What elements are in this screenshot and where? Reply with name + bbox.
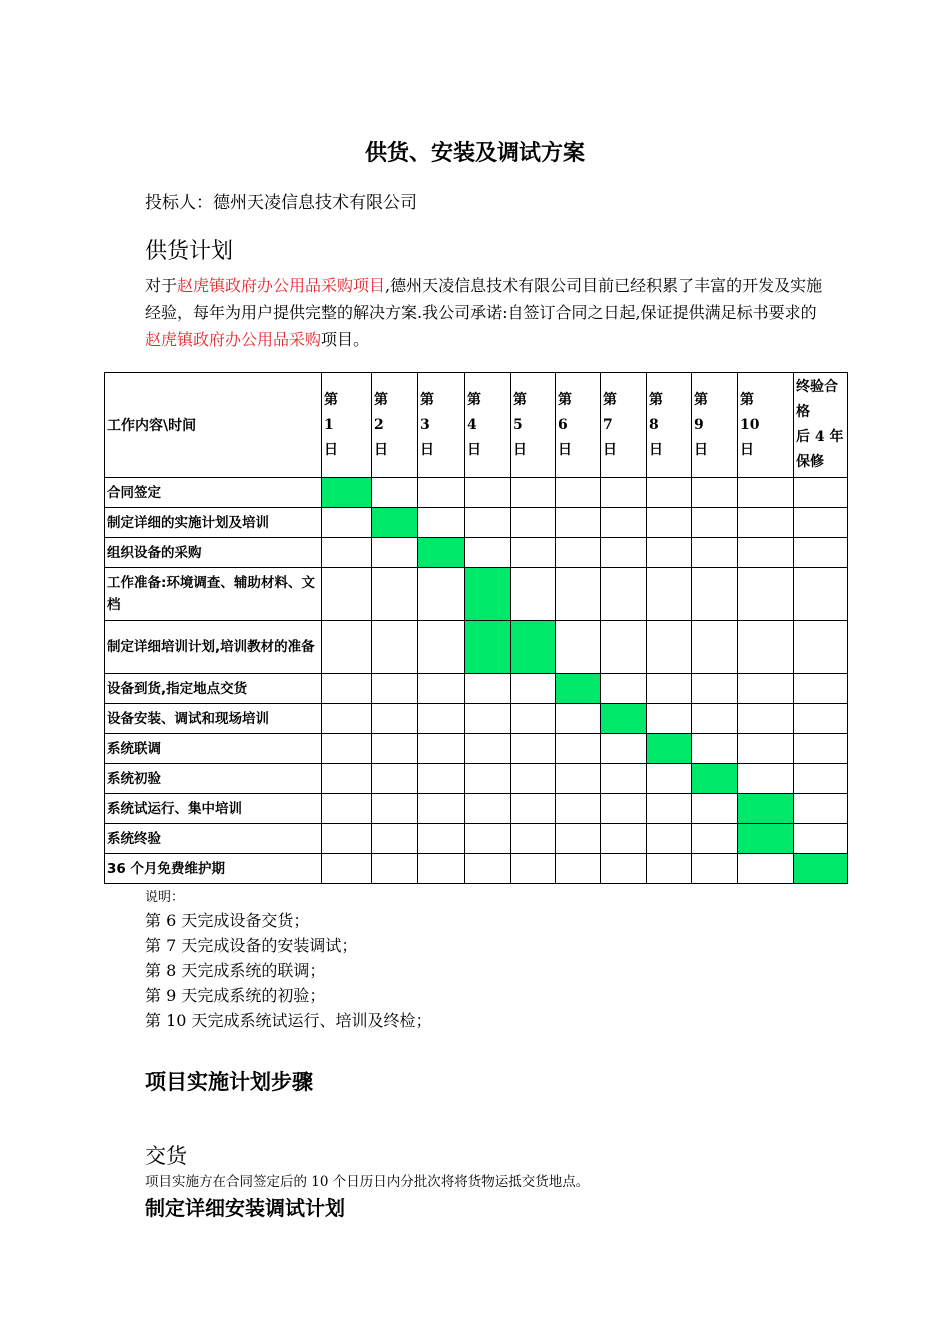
- schedule-cell: [322, 568, 372, 621]
- schedule-cell: [794, 568, 848, 621]
- header-day-3: [418, 373, 465, 478]
- schedule-cell: [465, 508, 511, 538]
- schedule-cell: [322, 508, 372, 538]
- schedule-cell: [601, 794, 647, 824]
- schedule-cell: [647, 674, 692, 704]
- schedule-cell: [647, 854, 692, 884]
- schedule-cell: [738, 568, 794, 621]
- schedule-cell: [322, 538, 372, 568]
- schedule-cell-active: [794, 854, 848, 884]
- task-name: 组织设备的采购: [105, 538, 322, 568]
- task-name: 系统初验: [105, 764, 322, 794]
- schedule-cell: [418, 568, 465, 621]
- schedule-cell: [601, 674, 647, 704]
- day-4-prefix: 第: [467, 391, 481, 408]
- schedule-cell: [794, 674, 848, 704]
- day-3-suffix: 日: [420, 441, 434, 458]
- note-item: 第 10 天完成系统试运行、培训及终检；: [145, 1011, 432, 1030]
- schedule-cell: [647, 794, 692, 824]
- day-10-suffix: 日: [740, 441, 754, 458]
- schedule-cell-active: [556, 674, 601, 704]
- schedule-cell-active: [322, 478, 372, 508]
- schedule-cell: [556, 734, 601, 764]
- notes-list: [145, 908, 432, 1033]
- schedule-cell: [511, 508, 556, 538]
- section-heading-implementation-steps: 项目实施计划步骤: [145, 1070, 313, 1094]
- task-name: 系统终验: [105, 824, 322, 854]
- intro-text-3: 项目。: [321, 330, 370, 349]
- schedule-cell: [372, 621, 418, 674]
- header-day-1: [322, 373, 372, 478]
- schedule-cell: [418, 621, 465, 674]
- schedule-cell: [372, 854, 418, 884]
- schedule-cell: [556, 538, 601, 568]
- schedule-cell: [647, 621, 692, 674]
- schedule-cell: [556, 568, 601, 621]
- day-5-number: 5: [513, 416, 523, 433]
- task-name: 制定详细的实施计划及培训: [105, 508, 322, 538]
- table-row: [105, 704, 848, 734]
- schedule-cell: [692, 794, 738, 824]
- schedule-cell: [511, 478, 556, 508]
- day-6-number: 6: [558, 416, 568, 433]
- bidder-line: 投标人：德州天凌信息技术有限公司: [145, 193, 417, 213]
- schedule-cell: [372, 674, 418, 704]
- task-name: 系统试运行、集中培训: [105, 794, 322, 824]
- day-2-suffix: 日: [374, 441, 388, 458]
- schedule-cell: [794, 704, 848, 734]
- task-name: 制定详细培训计划,培训教材的准备: [105, 621, 322, 674]
- schedule-cell: [556, 478, 601, 508]
- task-name: 系统联调: [105, 734, 322, 764]
- project-name-2: 赵虎镇政府办公用品采购: [145, 330, 322, 349]
- schedule-cell: [738, 621, 794, 674]
- schedule-cell: [511, 734, 556, 764]
- schedule-cell: [692, 568, 738, 621]
- day-7-suffix: 日: [603, 441, 617, 458]
- schedule-cell: [601, 568, 647, 621]
- schedule-cell: [738, 704, 794, 734]
- schedule-cell: [556, 704, 601, 734]
- header-day-9: [692, 373, 738, 478]
- day-3-number: 3: [420, 416, 430, 433]
- day-6-suffix: 日: [558, 441, 572, 458]
- schedule-cell: [511, 538, 556, 568]
- table-row: [105, 508, 848, 538]
- header-day-6: [556, 373, 601, 478]
- schedule-cell: [794, 824, 848, 854]
- schedule-table: [104, 372, 848, 884]
- schedule-cell: [601, 538, 647, 568]
- schedule-cell: [372, 794, 418, 824]
- table-row: [105, 478, 848, 508]
- schedule-cell: [692, 508, 738, 538]
- intro-paragraph: [145, 272, 825, 353]
- schedule-cell: [692, 478, 738, 508]
- schedule-cell: [556, 764, 601, 794]
- schedule-cell: [418, 794, 465, 824]
- day-2-prefix: 第: [374, 391, 388, 408]
- table-row: [105, 621, 848, 674]
- header-day-7: [601, 373, 647, 478]
- table-row: [105, 764, 848, 794]
- schedule-cell: [511, 568, 556, 621]
- schedule-cell: [794, 764, 848, 794]
- day-9-prefix: 第: [694, 391, 708, 408]
- table-row: [105, 824, 848, 854]
- section-heading-install-plan: 制定详细安装调试计划: [145, 1196, 345, 1220]
- schedule-cell: [556, 621, 601, 674]
- schedule-cell: [692, 538, 738, 568]
- warranty-line-2: 格: [796, 404, 810, 420]
- schedule-cell: [692, 704, 738, 734]
- schedule-cell: [418, 854, 465, 884]
- schedule-cell: [322, 854, 372, 884]
- schedule-cell: [465, 824, 511, 854]
- schedule-cell: [511, 794, 556, 824]
- header-day-2: [372, 373, 418, 478]
- day-8-number: 8: [649, 416, 659, 433]
- schedule-cell-active: [692, 764, 738, 794]
- day-1-prefix: 第: [324, 391, 338, 408]
- schedule-cell: [601, 621, 647, 674]
- header-warranty: [794, 373, 848, 478]
- task-name: 工作准备:环境调查、辅助材料、文档: [105, 568, 322, 621]
- schedule-cell: [418, 478, 465, 508]
- schedule-cell: [322, 621, 372, 674]
- section-heading-delivery: 交货: [145, 1144, 187, 1168]
- schedule-cell: [322, 824, 372, 854]
- schedule-cell: [465, 734, 511, 764]
- day-8-suffix: 日: [649, 441, 663, 458]
- schedule-cell: [601, 764, 647, 794]
- schedule-cell: [794, 794, 848, 824]
- schedule-cell: [372, 478, 418, 508]
- project-name-1: 赵虎镇政府办公用品采购项目: [177, 276, 386, 295]
- day-10-prefix: 第: [740, 391, 754, 408]
- schedule-cell: [647, 568, 692, 621]
- schedule-cell-active: [738, 824, 794, 854]
- table-row: [105, 734, 848, 764]
- schedule-cell: [601, 478, 647, 508]
- header-task-time: 工作内容\时间: [105, 373, 322, 478]
- day-4-number: 4: [467, 416, 477, 433]
- schedule-cell: [418, 674, 465, 704]
- task-name: 设备安装、调试和现场培训: [105, 704, 322, 734]
- schedule-cell-active: [418, 538, 465, 568]
- schedule-cell: [738, 734, 794, 764]
- schedule-cell: [692, 854, 738, 884]
- schedule-cell: [465, 478, 511, 508]
- schedule-cell: [465, 764, 511, 794]
- header-day-10: [738, 373, 794, 478]
- header-day-4: [465, 373, 511, 478]
- day-4-suffix: 日: [467, 441, 481, 458]
- schedule-cell: [794, 621, 848, 674]
- schedule-cell: [556, 794, 601, 824]
- day-9-suffix: 日: [694, 441, 708, 458]
- task-name: 合同签定: [105, 478, 322, 508]
- schedule-cell: [322, 704, 372, 734]
- note-item: 第 6 天完成设备交货；: [145, 911, 310, 930]
- table-row: [105, 674, 848, 704]
- schedule-cell: [372, 704, 418, 734]
- day-7-number: 7: [603, 416, 613, 433]
- day-1-suffix: 日: [324, 441, 338, 458]
- schedule-cell: [738, 478, 794, 508]
- task-name: 设备到货,指定地点交货: [105, 674, 322, 704]
- schedule-cell: [511, 824, 556, 854]
- schedule-cell: [692, 824, 738, 854]
- table-row: [105, 794, 848, 824]
- schedule-cell: [322, 734, 372, 764]
- schedule-cell: [794, 478, 848, 508]
- schedule-cell-active: [601, 704, 647, 734]
- day-5-prefix: 第: [513, 391, 527, 408]
- schedule-cell: [647, 478, 692, 508]
- schedule-cell: [465, 854, 511, 884]
- schedule-cell: [511, 854, 556, 884]
- schedule-cell: [601, 854, 647, 884]
- schedule-cell: [418, 508, 465, 538]
- table-row: [105, 568, 848, 621]
- schedule-cell: [372, 824, 418, 854]
- schedule-cell: [322, 674, 372, 704]
- schedule-cell: [794, 734, 848, 764]
- schedule-cell: [372, 764, 418, 794]
- notes-label: 说明：: [145, 890, 185, 905]
- schedule-cell-active: [372, 508, 418, 538]
- schedule-cell: [692, 621, 738, 674]
- document-title: 供货、安装及调试方案: [364, 141, 585, 166]
- schedule-cell: [372, 734, 418, 764]
- day-3-prefix: 第: [420, 391, 434, 408]
- note-item: 第 9 天完成系统的初验；: [145, 986, 326, 1005]
- day-8-prefix: 第: [649, 391, 663, 408]
- day-5-suffix: 日: [513, 441, 527, 458]
- schedule-cell: [692, 734, 738, 764]
- schedule-cell: [372, 538, 418, 568]
- schedule-cell: [794, 538, 848, 568]
- schedule-cell: [511, 764, 556, 794]
- schedule-cell: [465, 538, 511, 568]
- task-name: 36 个月免费维护期: [105, 854, 322, 884]
- schedule-cell: [418, 764, 465, 794]
- note-item: 第 7 天完成设备的安装调试；: [145, 936, 358, 955]
- schedule-cell: [738, 538, 794, 568]
- schedule-cell: [465, 704, 511, 734]
- schedule-cell: [647, 764, 692, 794]
- schedule-cell: [738, 508, 794, 538]
- schedule-cell: [556, 508, 601, 538]
- schedule-cell: [647, 704, 692, 734]
- intro-text-2: ,德州天凌信息技术有限公司目前已经积累了丰富的开发及实施经验，每年为用户提供完整的解决方案.我公司承诺:自签订合同之日起,保证提供满足标书要求的: [145, 276, 823, 322]
- schedule-cell: [418, 734, 465, 764]
- schedule-cell: [465, 794, 511, 824]
- schedule-cell: [692, 674, 738, 704]
- schedule-cell-active: [647, 734, 692, 764]
- day-9-number: 9: [694, 416, 704, 433]
- schedule-cell: [601, 508, 647, 538]
- schedule-cell-active: [511, 621, 556, 674]
- schedule-cell: [738, 674, 794, 704]
- table-row: [105, 538, 848, 568]
- schedule-cell: [322, 794, 372, 824]
- note-item: 第 8 天完成系统的联调；: [145, 961, 326, 980]
- day-1-number: 1: [324, 416, 334, 433]
- header-day-8: [647, 373, 692, 478]
- day-2-number: 2: [374, 416, 384, 433]
- schedule-cell: [322, 764, 372, 794]
- schedule-cell: [418, 704, 465, 734]
- schedule-cell: [556, 854, 601, 884]
- table-header-row: [105, 373, 848, 478]
- schedule-cell: [738, 854, 794, 884]
- schedule-cell-active: [465, 621, 511, 674]
- day-6-prefix: 第: [558, 391, 572, 408]
- schedule-cell: [465, 674, 511, 704]
- schedule-cell: [794, 508, 848, 538]
- schedule-cell: [372, 568, 418, 621]
- schedule-cell: [601, 824, 647, 854]
- schedule-cell-active: [465, 568, 511, 621]
- table-row: [105, 854, 848, 884]
- schedule-cell: [647, 824, 692, 854]
- day-7-prefix: 第: [603, 391, 617, 408]
- schedule-cell-active: [738, 794, 794, 824]
- schedule-cell: [601, 734, 647, 764]
- warranty-line-4: 保修: [796, 454, 824, 470]
- schedule-cell: [647, 508, 692, 538]
- warranty-line-1: 终验合: [796, 379, 838, 395]
- schedule-cell: [738, 764, 794, 794]
- schedule-cell: [556, 824, 601, 854]
- header-day-5: [511, 373, 556, 478]
- intro-text-1: 对于: [145, 276, 178, 295]
- schedule-cell: [511, 674, 556, 704]
- schedule-cell: [511, 704, 556, 734]
- delivery-paragraph: 项目实施方在合同签定后的 10 个日历日内分批次将将货物运抵交货地点。: [145, 1174, 590, 1190]
- schedule-cell: [418, 824, 465, 854]
- warranty-line-3: 后 4 年: [796, 429, 844, 445]
- schedule-cell: [647, 538, 692, 568]
- day-10-number: 10: [740, 416, 760, 433]
- section-heading-supply-plan: 供货计划: [145, 239, 234, 264]
